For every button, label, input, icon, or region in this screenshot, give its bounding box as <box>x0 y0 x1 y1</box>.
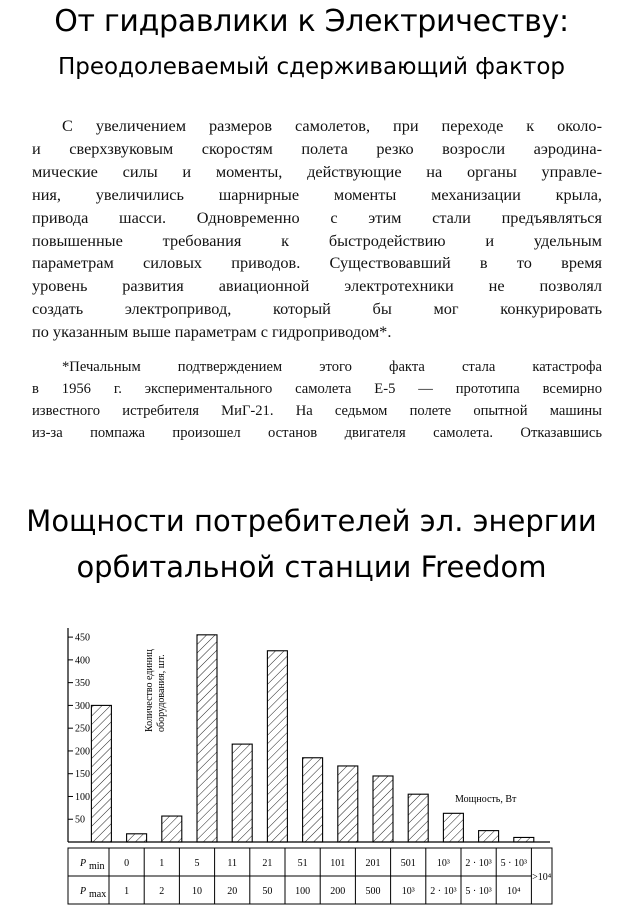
pmax-cell: 2 · 10³ <box>430 886 457 897</box>
y-tick-label: 50 <box>75 814 85 826</box>
pmin-cell: 10³ <box>436 858 450 869</box>
pmax-cell: 50 <box>262 886 273 897</box>
y-tick-label: 350 <box>75 678 90 690</box>
y-axis-label: Количество единиц <box>144 649 155 732</box>
section-title-line2: орбитальной станции Freedom <box>76 550 547 584</box>
footnote-line: в 1956 г. экспериментального самолета Е-5 — прототипа всемирно <box>32 381 602 398</box>
pmin-cell: 101 <box>330 858 346 869</box>
last-col-cell: >10⁴ <box>532 872 552 883</box>
bar-3 <box>197 635 217 842</box>
bar-12 <box>514 837 534 842</box>
paragraph-line: привода шасси. Одновременно с этим стали предъявляться <box>32 207 602 227</box>
pmax-cell: 100 <box>295 886 311 897</box>
pmin-cell: 5 · 10³ <box>500 858 527 869</box>
pmin-label-sub: min <box>89 861 105 872</box>
paragraph-line: и сверхзвуковым скоростям полета резко возросли аэродина- <box>32 138 602 158</box>
bar-2 <box>162 816 182 842</box>
bar-11 <box>479 831 499 842</box>
paragraph-line: мические силы и моменты, действующие на органы управле- <box>32 161 602 181</box>
bar-1 <box>127 834 147 842</box>
pmax-cell: 10 <box>192 886 202 897</box>
y-tick-label: 450 <box>75 632 90 644</box>
pmin-cell: 5 <box>194 858 200 869</box>
bar-0 <box>91 705 111 842</box>
bar-5 <box>267 651 287 842</box>
paragraph-line: повышенные требования к быстродействию и удельным <box>32 230 602 250</box>
pmax-cell: 5 · 10³ <box>465 886 492 897</box>
pmin-cell: 501 <box>400 858 416 869</box>
pmax-cell: 10⁴ <box>507 886 521 897</box>
y-tick-label: 200 <box>75 746 90 758</box>
footnote-line: из-за помпажа произошел останов двигателя самолета. Отказавшись <box>32 425 602 442</box>
y-tick-label: 250 <box>75 723 90 735</box>
y-tick-label: 300 <box>75 700 90 712</box>
paragraph-line: создать электропривод, который бы мог конкурировать <box>32 299 602 319</box>
bar-4 <box>232 744 252 842</box>
bar-8 <box>373 776 393 842</box>
pmax-label-sub: max <box>89 889 107 900</box>
pmin-cell: 201 <box>365 858 381 869</box>
paragraph-line: уровень развития авиационной электротехники не позволял <box>32 276 602 296</box>
pmin-label: P <box>80 858 87 869</box>
y-axis-label-line2: оборудования, шт. <box>156 654 167 732</box>
pmax-cell: 500 <box>365 886 381 897</box>
section-title-line1: Мощности потребителей эл. энергии <box>26 504 597 538</box>
slide-title: От гидравлики к Электричеству: <box>54 4 569 39</box>
pmin-cell: 0 <box>124 858 130 869</box>
pmin-cell: 51 <box>297 858 308 869</box>
power-consumers-chart <box>60 620 560 918</box>
paragraph-line: С увеличением размеров самолетов, при переходе к около- <box>62 116 602 135</box>
x-axis-label: Мощность, Вт <box>455 794 517 805</box>
pmax-cell: 2 <box>159 886 165 897</box>
paragraph-line: параметрам силовых приводов. Существовавший в то время <box>32 253 602 273</box>
y-tick-label: 100 <box>75 791 90 803</box>
slide-subtitle: Преодолеваемый сдерживающий фактор <box>57 54 566 80</box>
pmin-cell: 2 · 10³ <box>465 858 492 869</box>
footnote-line: известного истребителя МиГ-21. На седьмом полете опытной машины <box>32 403 602 420</box>
pmax-cell: 200 <box>330 886 346 897</box>
footnote-line: *Печальным подтверждением этого факта стала катастрофа <box>62 359 602 376</box>
paragraph-line: по указанным выше параметрам с гидроприводом*. <box>32 322 392 342</box>
pmax-cell: 10³ <box>401 886 415 897</box>
pmax-label: P <box>80 886 87 897</box>
bar-7 <box>338 766 358 842</box>
footnote <box>32 356 602 444</box>
pmin-cell: 21 <box>262 858 273 869</box>
pmin-cell: 1 <box>159 858 165 869</box>
paragraph-line: ния, увеличились шарнирные моменты механизации крыла, <box>32 184 602 204</box>
bar-10 <box>443 813 463 842</box>
pmin-cell: 11 <box>227 858 238 869</box>
scanned-text-block <box>32 115 602 444</box>
pmax-cell: 20 <box>227 886 238 897</box>
y-tick-label: 150 <box>75 769 90 781</box>
bar-6 <box>303 758 323 842</box>
body-paragraph <box>32 115 602 344</box>
bar-9 <box>408 794 428 842</box>
y-tick-label: 400 <box>75 655 90 667</box>
pmax-cell: 1 <box>124 886 130 897</box>
